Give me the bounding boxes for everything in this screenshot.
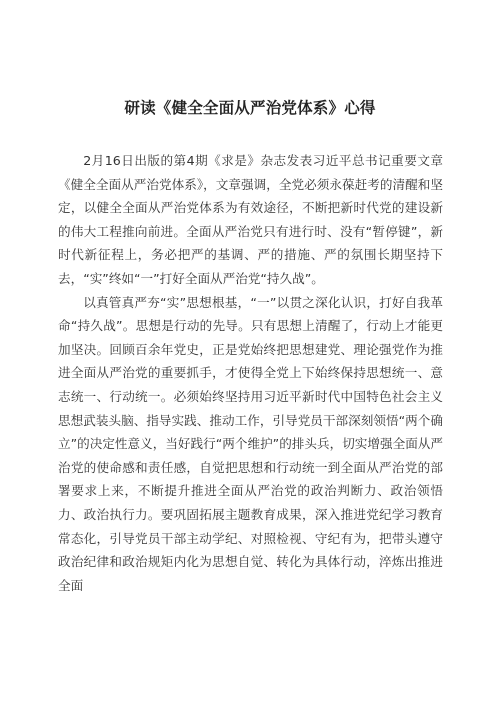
document-body — [58, 149, 443, 597]
paragraph: 以真管真严夯“实”思想根基，“一”以贯之深化认识，打好自我革命“持久战”。思想是行动的先导。只有思想上清醒了，行动上才能更加坚决。回顾百余年党史，正是党始终把思想建党、理论强党作为推进全面从严治党的重要抓手，才使得全党上下始终保持思想统一、意志统一、行动统一。必须始终坚持用习近平新时代中国特色社会主义思想武装头脑、指导实践、推动工作，引导党员干部深刻领悟“两个确立”的决定性意义，当好践行“两个维护”的排头兵，切实增强全面从严治党的使命感和责任感，自觉把思想和行动统一到全面从严治党的部署要求上来，不断提升推进全面从严治党的政治判断力、政治领悟力、政治执行力。要巩固拓展主题教育成果，深入推进党纪学习教育常态化，引导党员干部主动学纪、对照检视、守纪有为，把带头遵守政治纪律和政治规矩内化为思想自觉、转化为具体行动，淬炼出推进全面 — [58, 294, 443, 593]
paragraph: 2月16日出版的第4期《求是》杂志发表习近平总书记重要文章《健全全面从严治党体系》，文章强调，全党必须永葆赶考的清醒和坚定，以健全全面从严治党体系为有效途径，不断把新时代党的建设新的伟大工程推向前进。全面从严治党只有进行时、没有“暂停键”，新时代新征程上，务必把严的基调、严的措施、严的氛围长期坚持下去，“实”终如“一”打好全面从严治党“持久战”。 — [58, 153, 443, 286]
document-title: 研读《健全全面从严治党体系》心得 — [124, 99, 376, 117]
